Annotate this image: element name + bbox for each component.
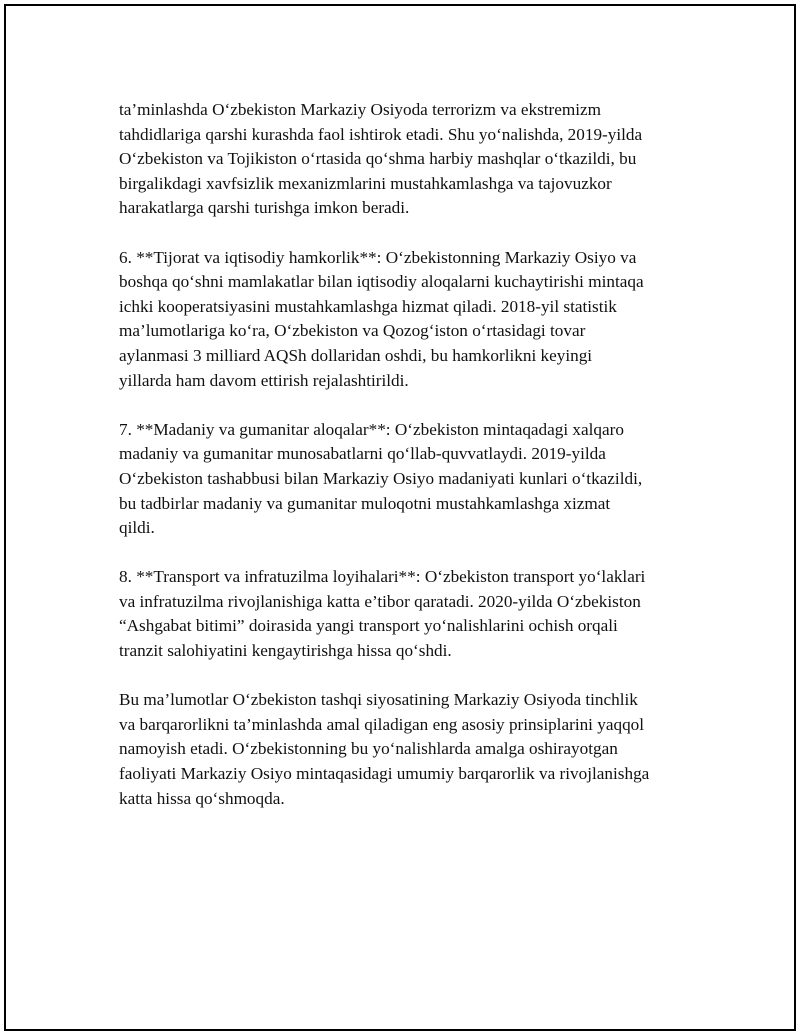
paragraph-transport-infrastructure: 8. **Transport va infratuzilma loyihalari**: O‘zbekiston transport yo‘laklari va infratuzilma rivojlanishiga katta e’tibor qaratadi. 2020-yilda O‘zbekiston “Ashgabat bitimi” doirasida yangi transport yo‘nalishlarini ochish orqali tranzit salohiyatini kengaytirishga hissa qo‘shdi.: [119, 567, 646, 661]
paragraph-trade-economic: 6. **Tijorat va iqtisodiy hamkorlik**: O‘zbekistonning Markaziy Osiyo va boshqa qo‘shni mamlakatlar bilan iqtisodiy aloqalarni kuchaytirishi mintaqa ichki kooperatsiyasini mustahkamlashga hizmat qiladi. 2018-yil statistik ma’lumotlariga ko‘ra, O‘zbekiston va Qozog‘iston o‘rtasidagi tovar aylanmasi 3 milliard AQSh dollaridan oshdi, bu hamkorlikni keyingi yillarda ham davom ettirish rejalashtirildi.: [119, 247, 644, 390]
paragraph-security-intro: ta’minlashda O‘zbekiston Markaziy Osiyoda terrorizm va ekstremizm tahdidlariga qarshi kurashda faol ishtirok etadi. Shu yo‘nalishda, 2019-yilda O‘zbekiston va Tojikiston o‘rtasida qo‘shma harbiy mashqlar o‘tkazildi, bu birgalikdagi xavfsizlik mexanizmlarini mustahkamlashga va tajovuzkor harakatlarga qarshi turishga imkon beradi.: [119, 100, 643, 218]
paragraph-conclusion: Bu ma’lumotlar O‘zbekiston tashqi siyosatining Markaziy Osiyoda tinchlik va barqarorlikni ta’minlashda amal qiladigan eng asosiy prinsiplarini yaqqol namoyish etadi. O‘zbekistonning bu yo‘nalishlarda amalga oshirayotgan faoliyati Markaziy Osiyo mintaqasidagi umumiy barqarorlik va rivojlanishga katta hissa qo‘shmoqda.: [119, 690, 650, 808]
paragraph-cultural-humanitarian: 7. **Madaniy va gumanitar aloqalar**: O‘zbekiston mintaqadagi xalqaro madaniy va gumanitar munosabatlarni qo‘llab-quvvatlaydi. 2019-yilda O‘zbekiston tashabbusi bilan Markaziy Osiyo madaniyati kunlari o‘tkazildi, bu tadbirlar madaniy va gumanitar muloqotni mustahkamlashga xizmat qildi.: [119, 419, 643, 538]
document-body: [119, 98, 694, 836]
document-page: [4, 4, 796, 1031]
